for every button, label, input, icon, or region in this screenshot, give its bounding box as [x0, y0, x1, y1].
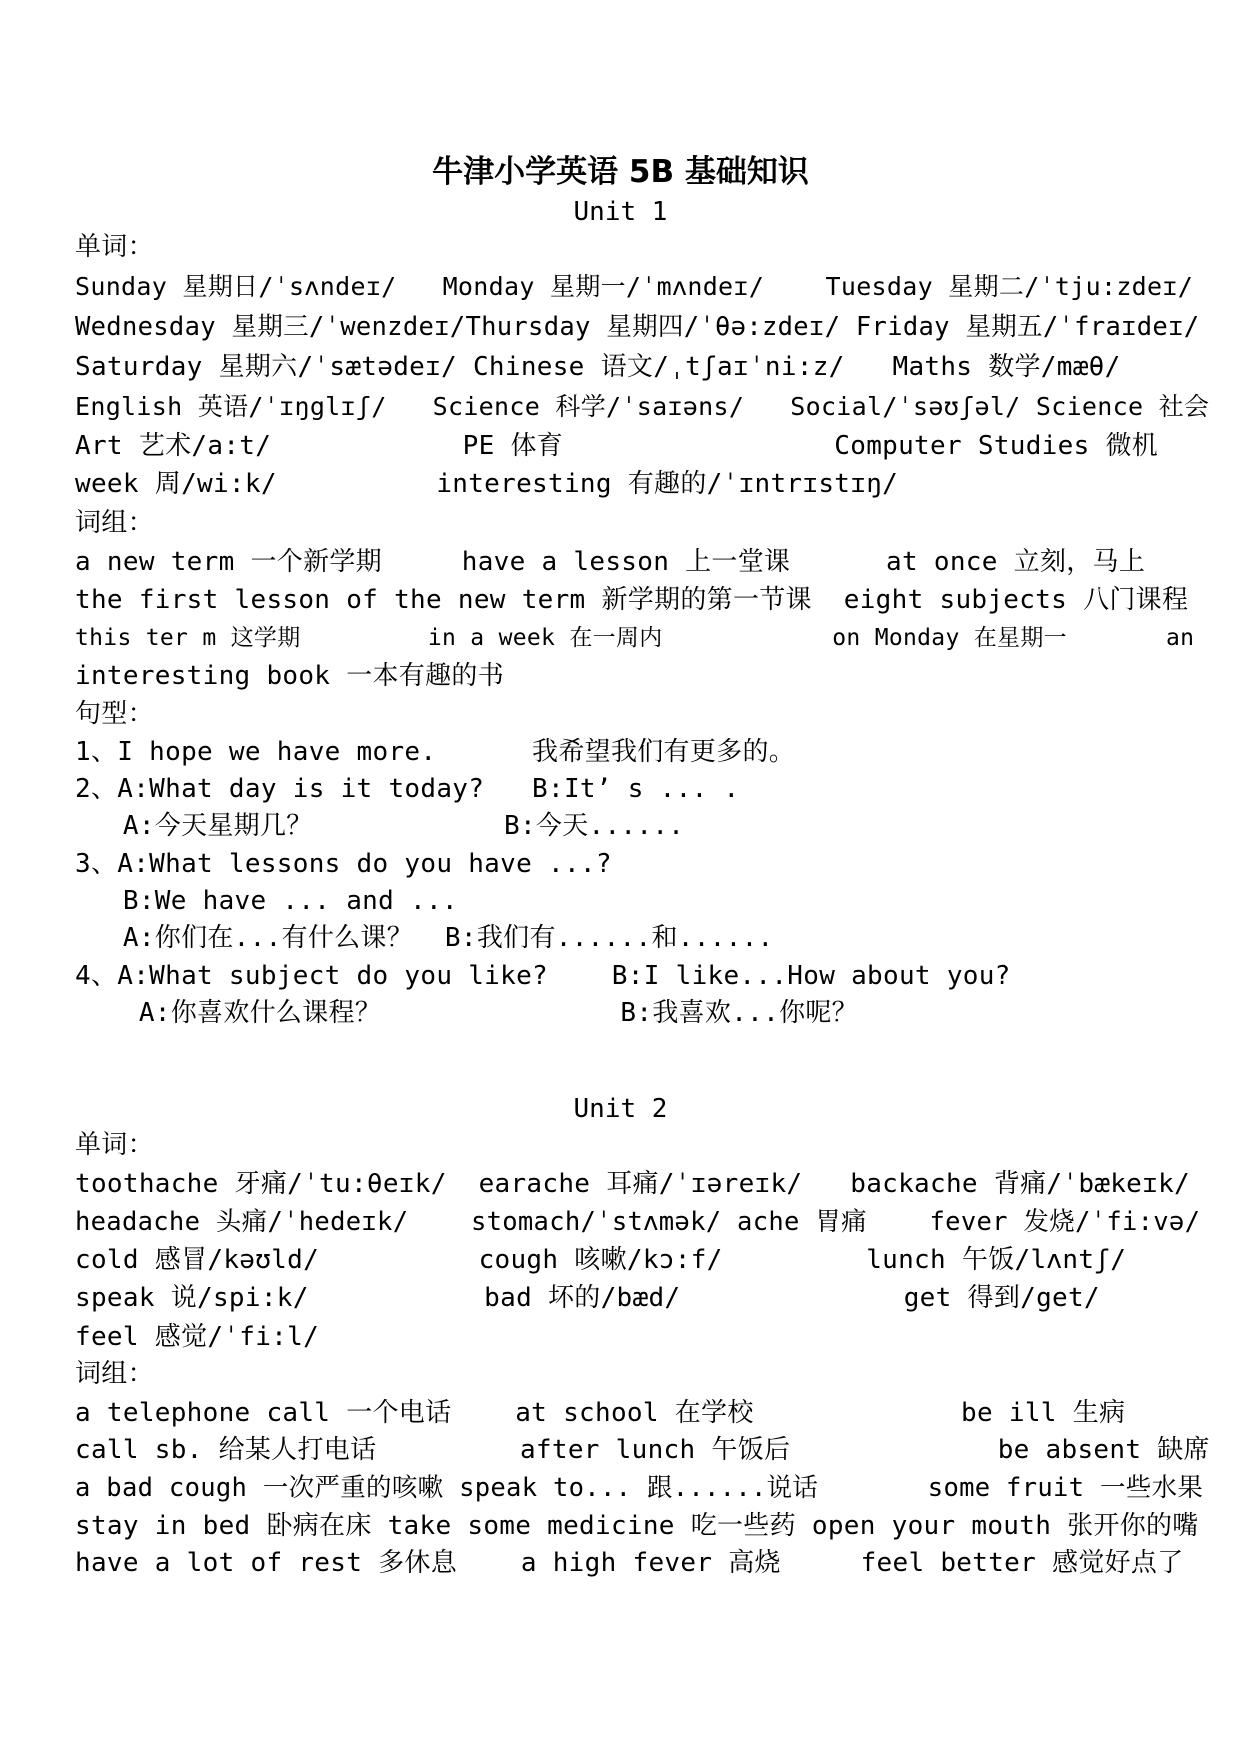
section-label-sentences: 句型：: [75, 699, 154, 729]
unit-1-heading: Unit 1: [573, 197, 668, 227]
vocab-line: English 英语/ˈɪŋglɪʃ/ Science 科学/ˈsaɪəns/ Social/ˈsəʊʃəl/ Science 社会: [75, 392, 1210, 421]
phrase-line: a telephone call 一个电话 at school 在学校 be ill 生病: [75, 1398, 1126, 1428]
sentence-line: A:今天星期几？ B:今天......: [75, 811, 685, 841]
vocab-line: speak 说/spi:k/ bad 坏的/bæd/ get 得到/get/: [75, 1283, 1100, 1313]
phrase-line: call sb. 给某人打电话 after lunch 午饭后 be absent 缺席: [75, 1435, 1210, 1465]
phrase-line: stay in bed 卧病在床 take some medicine 吃一些药 open your mouth 张开你的嘴: [75, 1511, 1199, 1541]
vocab-line: week 周/wi:k/ interesting 有趣的/ˈɪntrɪstɪŋ/: [75, 469, 899, 499]
vocab-line: Saturday 星期六/ˈsætədeɪ/ Chinese 语文/ˌtʃaɪˈni:z/ Maths 数学/mæθ/: [75, 352, 1121, 382]
vocab-line: Art 艺术/a:t/ PE 体育 Computer Studies 微机: [75, 431, 1159, 461]
phrase-line: this ter m 这学期 in a week 在一周内 on Monday 在星期一 an: [75, 625, 1195, 651]
vocab-line: toothache 牙痛/ˈtu:θeɪk/ earache 耳痛/ˈɪəreɪk/ backache 背痛/ˈbækeɪk/: [75, 1169, 1190, 1199]
vocab-line: cold 感冒/kəʊld/ cough 咳嗽/kɔ:f/ lunch 午饭/lʌntʃ/: [75, 1245, 1127, 1275]
vocab-line: Sunday 星期日/ˈsʌndeɪ/ Monday 星期一/ˈmʌndeɪ/ Tuesday 星期二/ˈtju:zdeɪ/: [75, 272, 1194, 301]
vocab-line: Wednesday 星期三/ˈwenzdeɪ/Thursday 星期四/ˈθə:zdeɪ/ Friday 星期五/ˈfraɪdeɪ/: [75, 312, 1200, 342]
section-label-phrases: 词组：: [75, 1359, 154, 1389]
sentence-line: B:We have ... and ...: [75, 886, 458, 916]
phrase-line: the first lesson of the new term 新学期的第一节课 eight subjects 八门课程: [75, 585, 1189, 615]
section-label-phrases: 词组：: [75, 508, 154, 538]
document-title: 牛津小学英语 5B 基础知识: [432, 154, 809, 190]
section-label-words: 单词：: [75, 1130, 154, 1160]
sentence-line: 2、A:What day is it today? B:It’ s ... .: [75, 774, 740, 804]
vocab-line: feel 感觉/ˈfi:l/: [75, 1322, 320, 1352]
sentence-line: A:你们在...有什么课？ B:我们有......和......: [75, 923, 774, 953]
phrase-line: a new term 一个新学期 have a lesson 上一堂课 at once 立刻，马上: [75, 547, 1146, 577]
sentence-line: 4、A:What subject do you like? B:I like...How about you?: [75, 961, 1011, 991]
sentence-line: 1、I hope we have more. 我希望我们有更多的。: [75, 737, 796, 767]
phrase-line: have a lot of rest 多休息 a high fever 高烧 feel better 感觉好点了: [75, 1548, 1184, 1578]
phrase-line: interesting book 一本有趣的书: [75, 661, 505, 691]
vocab-line: headache 头痛/ˈhedeɪk/ stomach/ˈstʌmək/ ache 胃痛 fever 发烧/ˈfi:və/: [75, 1207, 1201, 1237]
sentence-line: 3、A:What lessons do you have ...?: [75, 849, 612, 879]
sentence-line: A:你喜欢什么课程？ B:我喜欢...你呢？: [75, 998, 858, 1028]
unit-2-heading: Unit 2: [573, 1094, 668, 1124]
section-label-words: 单词：: [75, 232, 154, 262]
phrase-line: a bad cough 一次严重的咳嗽 speak to... 跟......说话 some fruit 一些水果: [75, 1473, 1204, 1503]
